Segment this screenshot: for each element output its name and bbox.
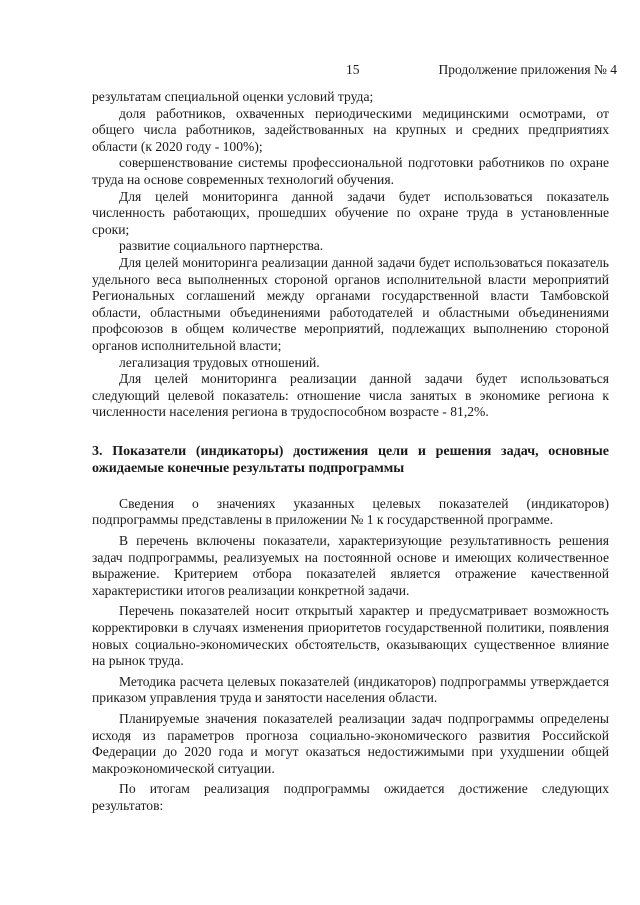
paragraph: Планируемые значения показателей реализации задач подпрограммы определены исходя из параметров прогноза социально-экономического развития Российской Федерации до 2020 года и могут оказаться недостижимыми при ухудшении общей макроэкономической ситуации. [92, 711, 609, 776]
paragraph: Для целей мониторинга реализации данной задачи будет использоваться показатель удельного веса выполненных стороной органов исполнительной власти мероприятий Региональных соглашений между органами государственной власти Тамбовской области, областными объединениями работодателей и областными объединениями профсоюзов в общем количестве мероприятий, подлежащих выполнению стороной органов исполнительной власти; [92, 254, 609, 353]
appendix-note: Продолжение приложения № 4 [438, 62, 617, 77]
paragraph: Для целей мониторинга реализации данной задачи будет использоваться следующий целевой показатель: отношение числа занятых в экономике региона к численности населения региона в трудоспособном возрасте - 81,2%. [92, 371, 609, 420]
paragraph: результатам специальной оценки условий труда; [92, 89, 374, 104]
paragraph: совершенствование системы профессиональной подготовки работников по охране труда на основе современных технологий обучения. [92, 155, 609, 187]
document-body [92, 89, 609, 819]
paragraph: По итогам реализация подпрограммы ожидается достижение следующих результатов: [92, 781, 609, 813]
paragraph: Сведения о значениях указанных целевых показателей (индикаторов) подпрограммы представлены в приложении № 1 к государственной программе. [92, 495, 609, 528]
paragraph: Методика расчета целевых показателей (индикаторов) подпрограммы утверждается приказом управления труда и занятости населения области. [92, 673, 609, 706]
paragraph: Для целей мониторинга данной задачи будет использоваться показатель численность работающих, прошедших обучение по охране труда в установленные сроки; [92, 188, 609, 237]
paragraph: Перечень показателей носит открытый характер и предусматривает возможность корректировки в случаях изменения приоритетов государственной политики, появления новых социально-экономических обстоятельств, оказывающих существенное влияние на рынок труда. [92, 603, 609, 669]
paragraph: доля работников, охваченных периодическими медицинскими осмотрами, от общего числа работников, задействованных на крупных и средних предприятиях области (к 2020 году - 100%); [92, 105, 609, 154]
section-body [92, 496, 609, 815]
section-heading: 3. Показатели (индикаторы) достижения цели и решения задач, основные ожидаемые конечные результаты подпрограммы [92, 443, 609, 476]
paragraph: развитие социального партнерства. [119, 238, 324, 254]
paragraph: В перечень включены показатели, характеризующие результативность решения задач подпрограммы, реализуемых на постоянной основе и имеющих количественное выражение. Критерием отбора показателей является отражение качественной характеристики итогов реализации конкретной задачи. [92, 533, 609, 598]
page-number: 15 [346, 62, 360, 77]
paragraph: легализация трудовых отношений. [119, 354, 320, 370]
